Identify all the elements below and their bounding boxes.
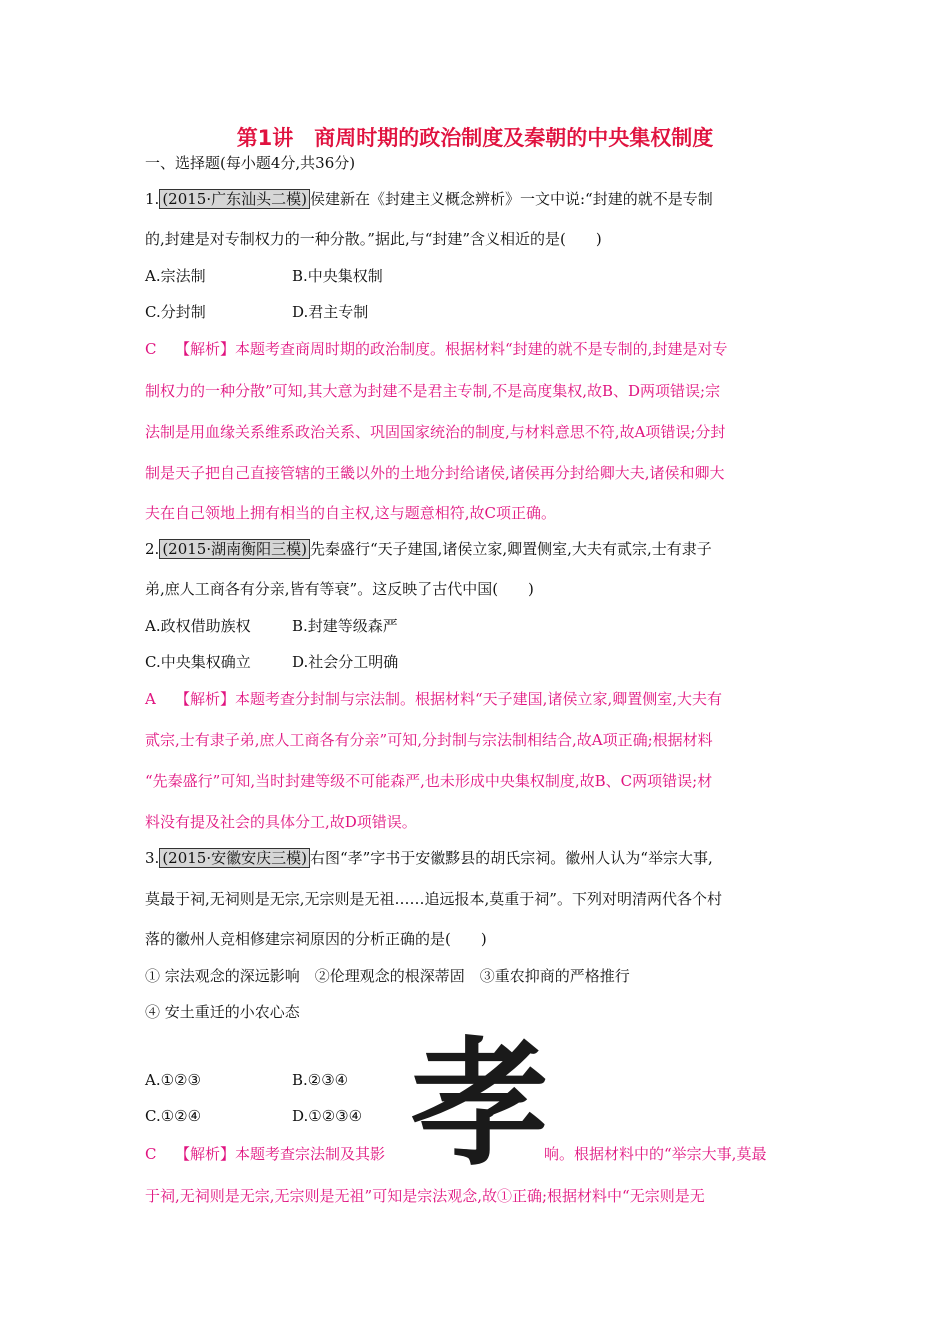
q2-answer-letter: A: [145, 690, 156, 708]
q2-answer-line-1: [145, 688, 722, 709]
calligraphy-character: 孝: [410, 1030, 550, 1170]
q3-option-c: C.①②④: [145, 1107, 202, 1125]
q3-answer-letter: C: [145, 1145, 157, 1163]
q3-stem-1: 右图“孝”字书于安徽黟县的胡氏宗祠。徽州人认为“举宗大事,: [309, 849, 713, 867]
q1-option-c: C.分封制: [145, 303, 206, 321]
q1-explanation-2: 制权力的一种分散”可知,其大意为封建不是君主专制,不是高度集权,故B、D两项错误;宗: [145, 382, 721, 400]
q1-option-a: A.宗法制: [145, 267, 206, 285]
q2-explanation-3: “先秦盛行”可知,当时封建等级不可能森严,也未形成中央集权制度,故B、C两项错误;材: [145, 772, 713, 790]
q3-option-d: D.①②③④: [292, 1107, 363, 1125]
q3-choice-line-1: ① 宗法观念的深远影响 ②伦理观念的根深蒂固 ③重农抑商的严格推行: [145, 967, 630, 985]
page-title: 第1讲 商周时期的政治制度及秦朝的中央集权制度: [236, 126, 714, 150]
q1-source-tag: (2015·广东汕头二模): [159, 189, 310, 209]
q3-explanation-1b: 响。根据材料中的“举宗大事,莫最: [544, 1145, 767, 1163]
calligraphy-xiao-image: [405, 1030, 555, 1170]
q3-stem-3: 落的徽州人竞相修建宗祠原因的分析正确的是( ): [145, 930, 487, 948]
q3-number: 3.: [145, 849, 160, 867]
q2-stem-1: 先秦盛行“天子建国,诸侯立家,卿置侧室,大夫有贰宗,士有隶子: [309, 540, 712, 558]
q2-explanation-2: 贰宗,士有隶子弟,庶人工商各有分亲”可知,分封制与宗法制相结合,故A项正确;根据材料: [145, 731, 713, 749]
q3-answer-line-1: [145, 1143, 385, 1164]
q2-option-a: A.政权借助族权: [145, 617, 251, 635]
q3-option-a: A.①②③: [145, 1071, 201, 1089]
section-heading: 一、选择题(每小题4分,共36分): [145, 154, 356, 172]
q1-explanation-3: 法制是用血缘关系维系政治关系、巩固国家统治的制度,与材料意思不符,故A项错误;分封: [145, 423, 726, 441]
q2-line-1: [145, 538, 712, 559]
q3-explanation-2: 于祠,无祠则是无宗,无宗则是无祖”可知是宗法观念,故①正确;根据材料中“无宗则是无: [145, 1187, 705, 1205]
q2-number: 2.: [145, 540, 160, 558]
q3-option-b: B.②③④: [292, 1071, 349, 1089]
q1-explanation-4: 制是天子把自己直接管辖的王畿以外的土地分封给诸侯,诸侯再分封给卿大夫,诸侯和卿大: [145, 464, 725, 482]
q1-stem-2: 的,封建是对专制权力的一种分散。”据此,与“封建”含义相近的是( ): [145, 230, 602, 248]
q1-option-d: D.君主专制: [292, 303, 369, 321]
q1-explanation-1: 【解析】本题考查商周时期的政治制度。根据材料“封建的就不是专制的,封建是对专: [175, 340, 728, 358]
q1-answer-line-1: [145, 338, 727, 359]
q2-explanation-4: 料没有提及社会的具体分工,故D项错误。: [145, 813, 417, 831]
q3-line-1: [145, 847, 713, 868]
q3-choice-line-2: ④ 安土重迁的小农心态: [145, 1003, 300, 1021]
q1-explanation-5: 夫在自己领地上拥有相当的自主权,这与题意相符,故C项正确。: [145, 504, 557, 522]
q2-option-d: D.社会分工明确: [292, 653, 399, 671]
q1-number: 1.: [145, 190, 160, 208]
q1-stem-1: 侯建新在《封建主义概念辨析》一文中说:“封建的就不是专制: [309, 190, 713, 208]
q1-answer-letter: C: [145, 340, 157, 358]
q2-option-c: C.中央集权确立: [145, 653, 251, 671]
q1-line-1: [145, 188, 713, 209]
q2-source-tag: (2015·湖南衡阳三模): [159, 539, 310, 559]
q3-explanation-1a: 【解析】本题考查宗法制及其影: [175, 1145, 386, 1163]
q2-stem-2: 弟,庶人工商各有分亲,皆有等衰”。这反映了古代中国( ): [145, 580, 534, 598]
q2-explanation-1: 【解析】本题考查分封制与宗法制。根据材料“天子建国,诸侯立家,卿置侧室,大夫有: [175, 690, 722, 708]
q1-option-b: B.中央集权制: [292, 267, 383, 285]
q3-source-tag: (2015·安徽安庆三模): [159, 848, 310, 868]
q3-stem-2: 莫最于祠,无祠则是无宗,无宗则是无祖……追远报本,莫重于祠”。下列对明清两代各个村: [145, 890, 722, 908]
q2-option-b: B.封建等级森严: [292, 617, 398, 635]
